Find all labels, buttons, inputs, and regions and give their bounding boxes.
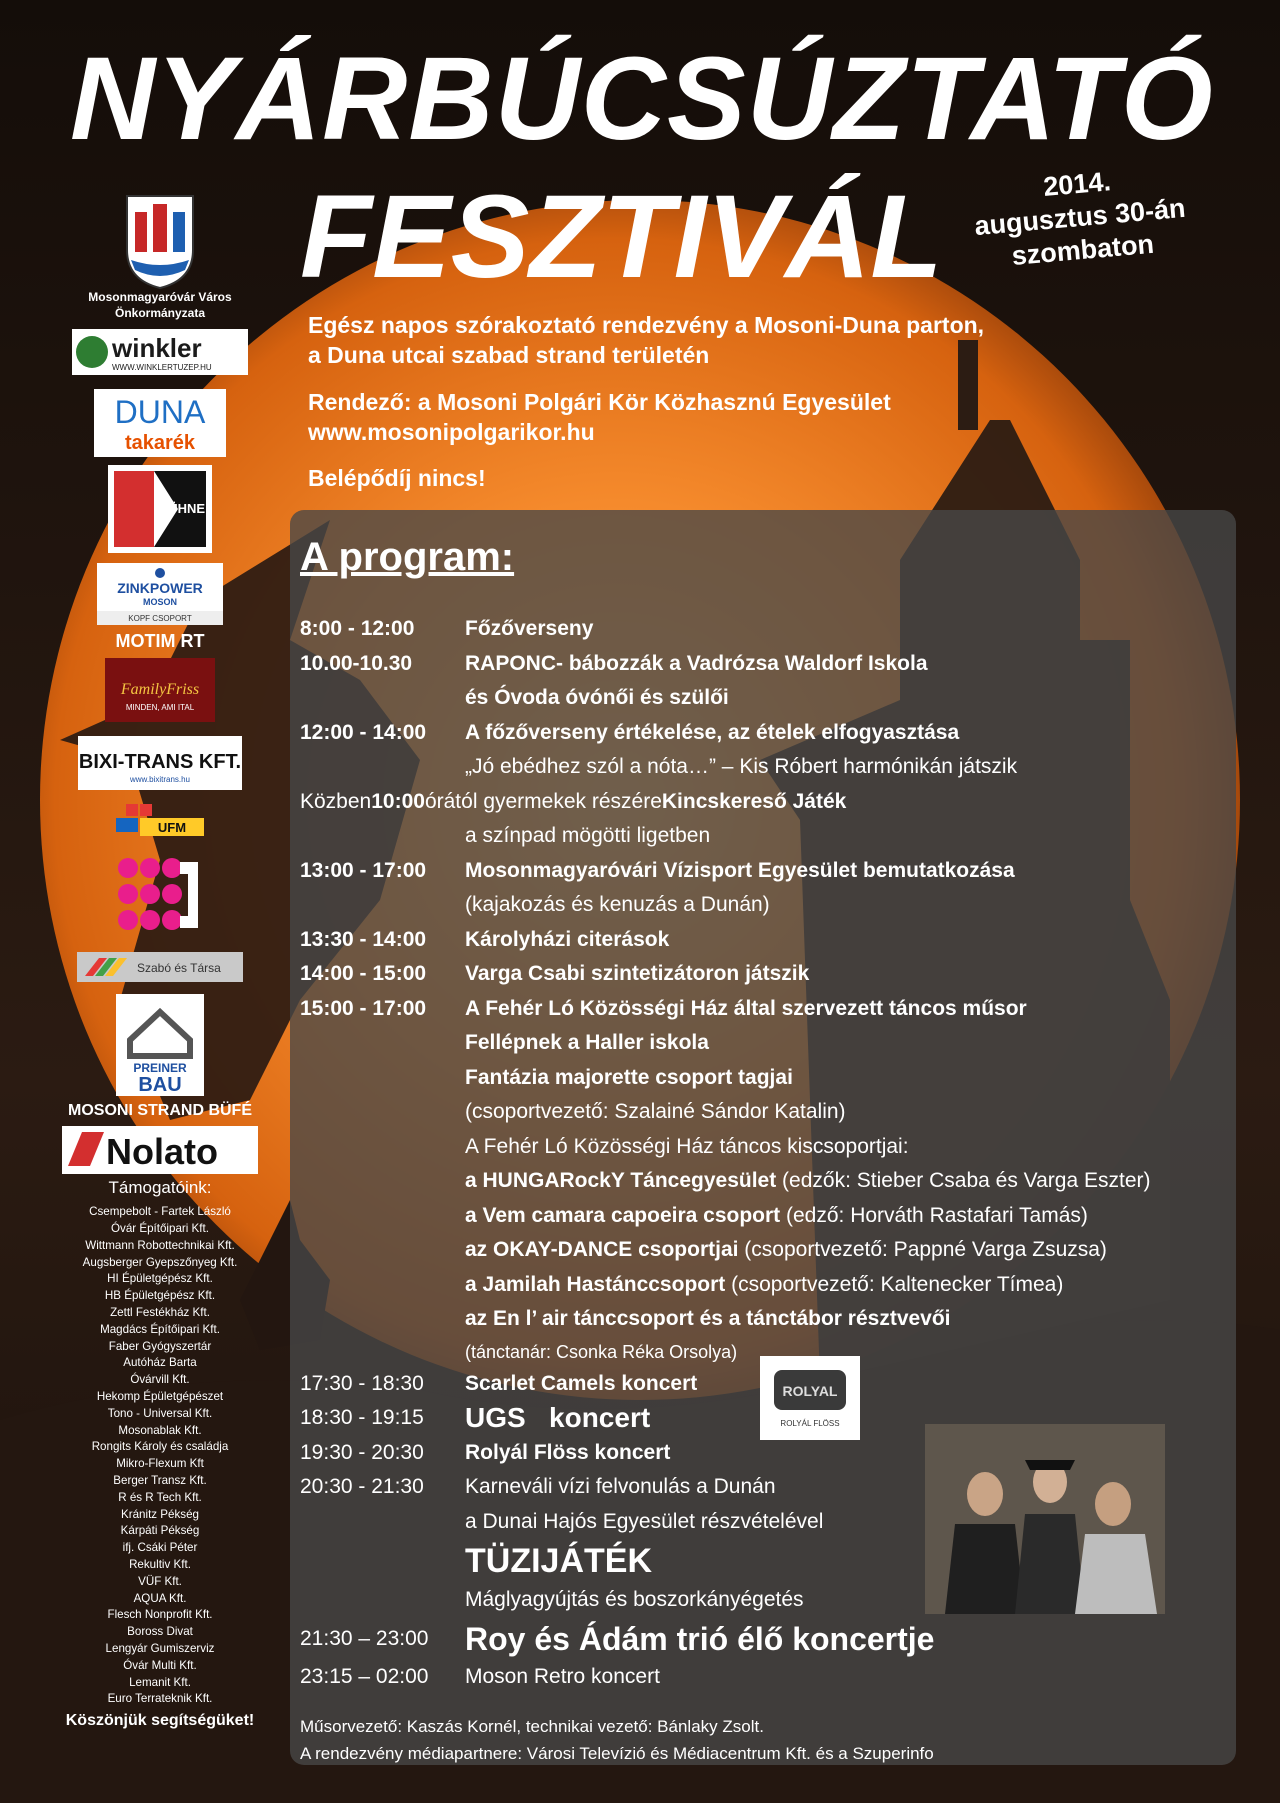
band-photo xyxy=(925,1424,1165,1614)
host-line: Műsorvezető: Kaszás Kornél, technikai vezető: Bánlaky Zsolt. xyxy=(300,1717,764,1736)
supporter-item: Augsberger Gyepszőnyeg Kft. xyxy=(82,1255,238,1269)
supporter-item: Csempebolt - Fartek László xyxy=(89,1205,231,1219)
svg-text:ROLYÁL FLÖSS: ROLYÁL FLÖSS xyxy=(780,1419,840,1428)
schedule-row: a Vem camara capoeira csoport (edző: Horváth Rastafari Tamás) xyxy=(465,1203,1088,1227)
ufm-logo xyxy=(116,804,204,838)
schedule-row: (csoportvezető: Szalainé Sándor Katalin) xyxy=(465,1100,846,1123)
schedule-row: 23:15 – 02:00 Moson Retro koncert xyxy=(300,1664,660,1688)
supporter-item: Zettl Festékház Kft. xyxy=(110,1305,210,1319)
supporter-item: Óvár Építőipari Kft. xyxy=(111,1221,209,1235)
svg-text:winkler: winkler xyxy=(112,333,202,364)
supporter-item: HB Épületgépész Kft. xyxy=(104,1289,216,1303)
festival-title-line2: FESZTIVÁL xyxy=(300,171,943,303)
media-partner-line: A rendezvény médiapartnere: Városi Televízió és Médiacentrum Kft. és a Szuperinfo xyxy=(300,1744,934,1763)
supporter-item: Berger Transz Kft. xyxy=(113,1473,207,1487)
supporter-item: HI Épületgépész Kft. xyxy=(107,1272,213,1286)
schedule-row: TÜZIJÁTÉK xyxy=(465,1542,652,1580)
supporter-item: VÜF Kft. xyxy=(138,1574,182,1588)
schedule-row: „Jó ebédhez szól a nóta…” – Kis Róbert harmónikán játszik xyxy=(465,755,1018,778)
supporter-item: Lengyár Gumiszerviz xyxy=(105,1641,215,1655)
sponsor-sidebar xyxy=(40,190,280,1730)
supporter-item: Autóház Barta xyxy=(123,1356,197,1370)
supporter-item: Kárpáti Pékség xyxy=(120,1524,200,1538)
organizer-line: Rendező: a Mosoni Polgári Kör Közhasznú Egyesület xyxy=(308,388,891,415)
schedule-row: 13:00 - 17:00 Mosonmagyaróvári Vízisport Egyesület bemutatkozása xyxy=(300,858,1015,882)
supporter-item: Óvár Multi Kft. xyxy=(123,1658,197,1672)
strand-bufe-label: MOSONI STRAND BÜFÉ xyxy=(68,1102,252,1120)
kuhne-logo xyxy=(108,465,212,553)
schedule-row: 15:00 - 17:00 A Fehér Ló Közösségi Ház által szervezett táncos műsor xyxy=(300,996,1027,1020)
svg-text:WWW.WINKLERTUZEP.HU: WWW.WINKLERTUZEP.HU xyxy=(112,363,212,373)
city-coat-of-arms-logo xyxy=(123,190,197,290)
supporter-item: ifj. Csáki Péter xyxy=(122,1541,198,1555)
svg-text:KOPF CSOPORT: KOPF CSOPORT xyxy=(128,614,192,624)
schedule-row: Közben 10:00 órától gyermekek részére Kincskereső Játék xyxy=(300,789,847,813)
schedule-row: 8:00 - 12:00 Főzőverseny xyxy=(300,617,594,640)
supporter-item: Rekultiv Kft. xyxy=(129,1557,191,1571)
supporter-item: R és R Tech Kft. xyxy=(118,1490,202,1504)
thanks-line: Köszönjük segítségüket! xyxy=(65,1712,255,1730)
svg-text:takarék: takarék xyxy=(124,432,196,455)
supporter-item: Lemanit Kft. xyxy=(129,1675,191,1689)
supporter-item: Flesch Nonprofit Kft. xyxy=(107,1608,213,1622)
svg-text:BIXI-TRANS KFT.: BIXI-TRANS KFT. xyxy=(78,751,242,774)
schedule-row: Fellépnek a Haller iskola xyxy=(465,1031,709,1054)
supporter-item: Euro Terrateknik Kft. xyxy=(107,1692,213,1706)
intro-text xyxy=(308,310,1148,494)
svg-text:MOSON: MOSON xyxy=(142,597,178,608)
winkler-logo xyxy=(72,329,248,375)
festival-title: NYÁRBÚCSÚZTATÓ xyxy=(70,33,1214,165)
svg-text:DUNA: DUNA xyxy=(114,394,206,431)
schedule-row: 21:30 – 23:00 Roy és Ádám trió élő koncertje xyxy=(300,1620,935,1657)
intro-line: Egész napos szórakoztató rendezvény a Mosoni-Duna parton, xyxy=(308,312,985,338)
schedule-row: (kajakozás és kenuzás a Dunán) xyxy=(465,893,770,916)
schedule-row: 10.00-10.30 RAPONC- bábozzák a Vadrózsa Waldorf Iskola xyxy=(300,651,928,675)
nolato-logo xyxy=(62,1126,258,1174)
schedule-row: 17:30 - 18:30 Scarlet Camels koncert xyxy=(300,1371,698,1395)
supporter-item: Kránitz Pékség xyxy=(121,1507,199,1521)
program-title: A program: xyxy=(300,535,515,579)
date-weekday: szombaton xyxy=(1010,228,1156,271)
schedule-row: 13:30 - 14:00 Károlyházi citerások xyxy=(300,927,670,951)
svg-text:Szabó és Társa: Szabó és Társa xyxy=(137,961,221,976)
website-link[interactable]: www.mosonipolgarikor.hu xyxy=(308,419,595,446)
schedule-row: 14:00 - 15:00 Varga Csabi szintetizátoron játszik xyxy=(300,962,810,985)
svg-text:Nolato: Nolato xyxy=(106,1131,218,1173)
svg-text:MINDEN, AMI ITAL: MINDEN, AMI ITAL xyxy=(125,703,195,713)
supporter-item: Wittmann Robottechnikai Kft. xyxy=(85,1238,235,1252)
szabo-es-tarsa-logo xyxy=(77,952,243,982)
schedule-row: 19:30 - 20:30 Rolyál Flöss koncert xyxy=(300,1440,671,1464)
svg-text:UFM: UFM xyxy=(157,820,187,836)
svg-text:ZINKPOWER: ZINKPOWER xyxy=(117,580,203,597)
preiner-bau-logo xyxy=(116,994,204,1096)
schedule-row: és Óvoda óvónői és szülői xyxy=(465,686,729,709)
duna-takarek-logo xyxy=(94,389,226,457)
svg-text:ROLYAL: ROLYAL xyxy=(782,1383,838,1399)
date-day: augusztus 30-án xyxy=(973,192,1187,242)
rolyal-floss-logo xyxy=(760,1356,860,1440)
schedule-row: a HUNGARockY Táncegyesület (edzők: Stieber Csaba és Varga Eszter) xyxy=(465,1169,1151,1192)
supporter-item: Rongits Károly és családja xyxy=(91,1440,229,1454)
schedule-row: a Dunai Hajós Egyesület részvételével xyxy=(465,1509,824,1533)
intro-line: a Duna utcai szabad strand területén xyxy=(308,342,710,369)
supporters-title: Támogatóink: xyxy=(108,1178,212,1198)
date-badge xyxy=(956,158,1204,277)
city-caption: Mosonmagyaróvár Város Önkormányzata xyxy=(88,290,232,320)
entry-free-line: Belépődíj nincs! xyxy=(308,465,486,492)
schedule-row: Fantázia majorette csoport tagjai xyxy=(465,1065,793,1089)
schedule-row: az OKAY-DANCE csoportjai (csoportvezető: Pappné Varga Zsuzsa) xyxy=(465,1238,1107,1261)
supporter-item: Mosonablak Kft. xyxy=(118,1423,202,1437)
schedule-row: (tánctanár: Csonka Réka Orsolya) xyxy=(465,1341,738,1362)
schedule-row: a Jamilah Hastánccsoport (csoportvezető: Kaltenecker Tímea) xyxy=(465,1272,1064,1296)
schedule-row: 20:30 - 21:30 Karneváli vízi felvonulás a Dunán xyxy=(300,1475,776,1498)
supporter-item: Boross Divat xyxy=(127,1625,193,1639)
schedule-row: 12:00 - 14:00 A főzőverseny értékelése, az ételek elfogyasztása xyxy=(300,720,960,744)
schedule-row: Máglyagyújtás és boszorkányégetés xyxy=(465,1588,804,1611)
svg-text:www.bixitrans.hu: www.bixitrans.hu xyxy=(129,775,191,785)
svg-text:FamilyFriss: FamilyFriss xyxy=(120,681,200,699)
supporter-item: Faber Gyógyszertár xyxy=(108,1339,212,1353)
date-year: 2014. xyxy=(1042,166,1113,203)
bixi-trans-logo xyxy=(78,736,242,790)
program-footer xyxy=(300,1713,934,1767)
schedule-row: a színpad mögötti ligetben xyxy=(465,824,711,847)
schedule-row: 18:30 - 19:15 UGS koncert xyxy=(300,1402,651,1433)
supporter-item: AQUA Kft. xyxy=(133,1591,187,1605)
schedule-row: az En l’ air tánccsoport és a tánctábor résztvevői xyxy=(465,1307,951,1330)
familyfriss-logo xyxy=(105,658,215,722)
supporter-item: Magdács Építőipari Kft. xyxy=(100,1322,220,1336)
svg-text:PREINER: PREINER xyxy=(133,1061,187,1076)
supporter-item: Óvárvill Kft. xyxy=(130,1373,190,1387)
supporters-list xyxy=(40,1204,280,1708)
pink-dots-logo xyxy=(116,856,204,934)
supporter-item: Tono - Universal Kft. xyxy=(107,1406,213,1420)
svg-text:KÜHNE: KÜHNE xyxy=(158,501,206,517)
motim-label: MOTIM RT xyxy=(115,631,205,652)
supporter-item: Hekomp Épületgépészet xyxy=(96,1389,224,1403)
schedule-row: A Fehér Ló Közösségi Ház táncos kiscsoportjai: xyxy=(465,1134,909,1158)
svg-text:BAU: BAU xyxy=(138,1074,182,1097)
zinkpower-logo xyxy=(97,563,223,625)
supporter-item: Mikro-Flexum Kft xyxy=(116,1457,204,1471)
